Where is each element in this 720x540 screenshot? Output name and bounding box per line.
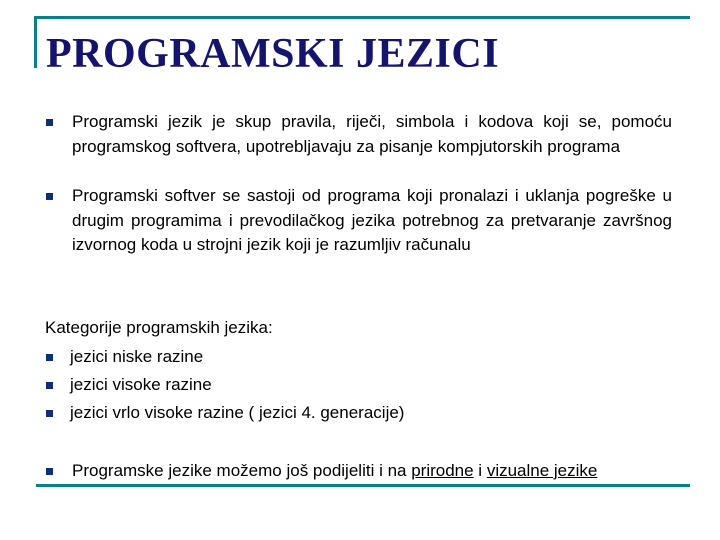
frame-top-line — [34, 16, 690, 19]
category-item-3: jezici vrlo visoke razine ( jezici 4. generacije) — [70, 403, 405, 422]
bullet-marker — [46, 410, 53, 417]
link-prirodne[interactable]: prirodne — [411, 461, 474, 480]
category-item-1: jezici niske razine — [70, 347, 204, 366]
bullet-text-2: Programski softver se sastoji od programa koji pronalazi i uklanja pogreške u drugim programima i prevodilačkog jezika potrebnog za pretvaranje završnog izvornog koda u strojni jezik koji je razumljiv računalu — [72, 186, 672, 254]
final-bullet-text — [72, 459, 672, 484]
bullet-marker — [46, 119, 53, 126]
bullet-marker — [46, 468, 53, 475]
frame-left-line — [34, 16, 37, 68]
final-bullet-connector: i — [473, 461, 487, 480]
categories-heading: Kategorije programskih jezika: — [45, 318, 273, 337]
category-item-2: jezici visoke razine — [70, 375, 212, 394]
bullet-marker — [46, 382, 53, 389]
bullet-marker — [46, 193, 53, 200]
final-bullet-intro: Programske jezike možemo još podijeliti i na — [72, 461, 412, 480]
bullet-marker — [46, 354, 53, 361]
bullet-text-1: Programski jezik je skup pravila, riječi, simbola i kodova koji se, pomoću programskog softvera, upotrebljavaju za pisanje kompjutorskih programa — [72, 112, 672, 156]
bottom-rule-line — [36, 484, 690, 487]
slide-title: PROGRAMSKI JEZICI — [46, 31, 500, 77]
link-vizualne-jezike[interactable]: vizualne jezike — [486, 461, 598, 480]
